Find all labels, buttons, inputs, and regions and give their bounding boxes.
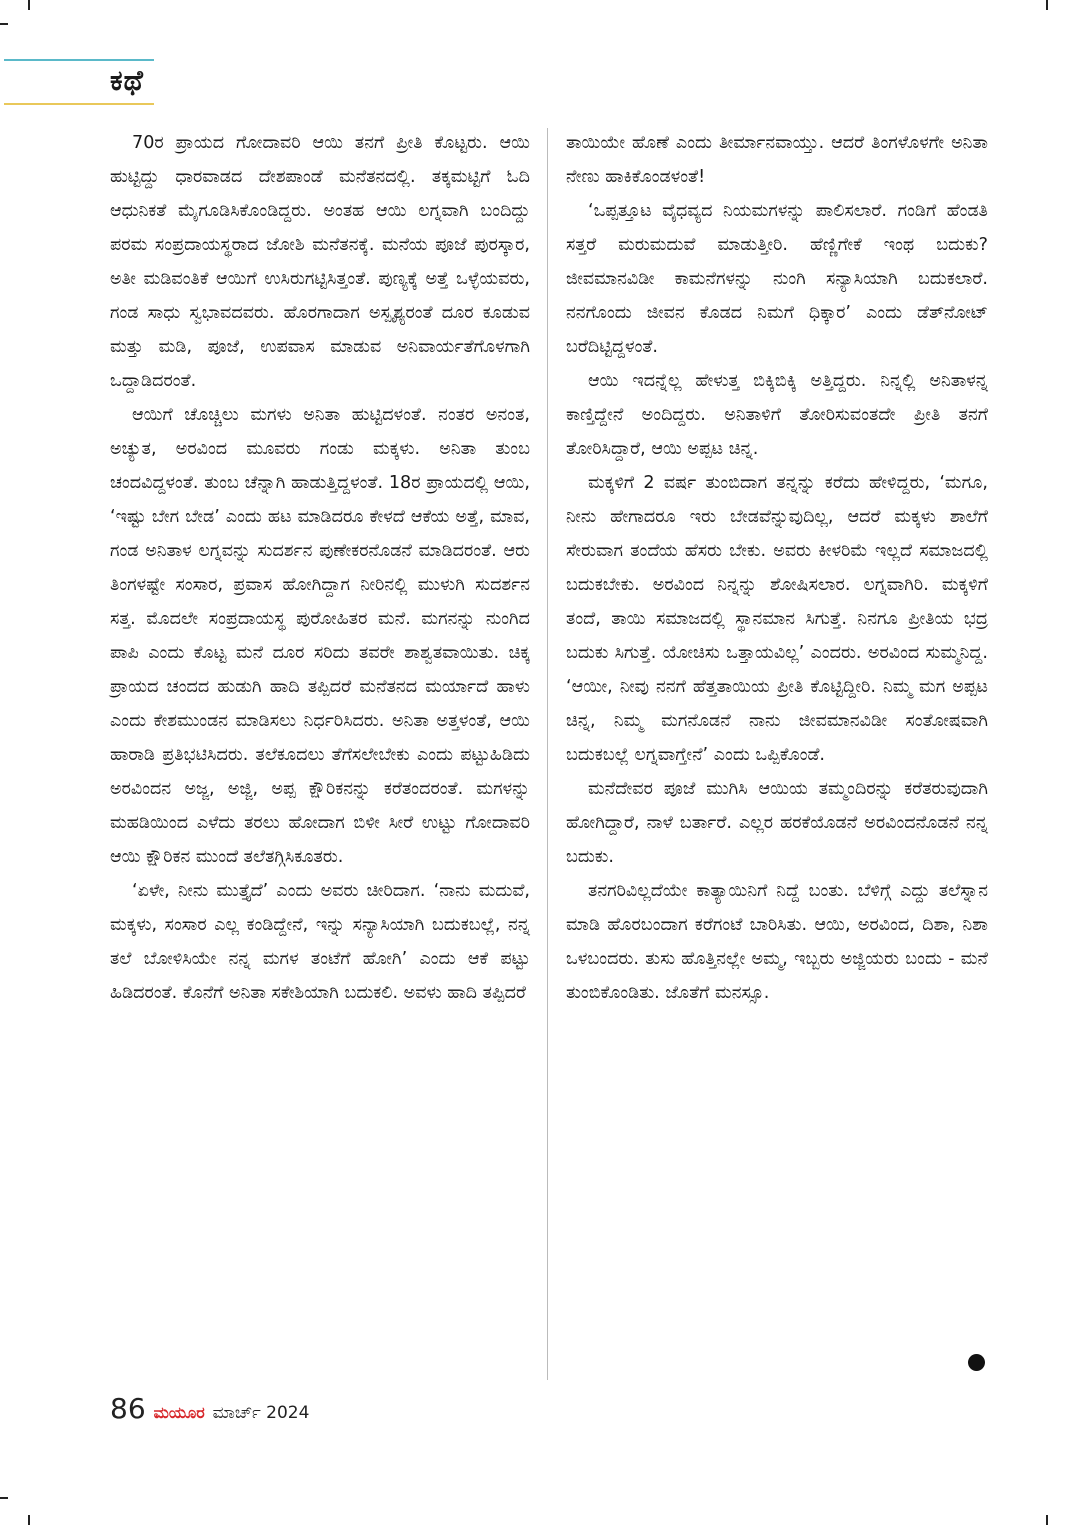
crop-mark [0,23,8,25]
crop-mark [28,0,30,10]
paragraph: 70ರ ಪ್ರಾಯದ ಗೋದಾವರಿ ಆಯಿ ತನಗೆ ಪ್ರೀತಿ ಕೊಟ್ಟರು. ಆಯಿ ಹುಟ್ಟಿದ್ದು ಧಾರವಾಡದ ದೇಶಪಾಂಡೆ ಮನೆತನದಲ್ಲಿ. ತಕ್ಕಮಟ್ಟಿಗೆ ಓದಿ ಆಧುನಿಕತೆ ಮೈಗೂಡಿಸಿಕೊಂಡಿದ್ದರು. ಅಂತಹ ಆಯಿ ಲಗ್ನವಾಗಿ ಬಂದಿದ್ದು ಪರಮ ಸಂಪ್ರದಾಯಸ್ಥರಾದ ಜೋಶಿ ಮನೆತನಕ್ಕೆ. ಮನೆಯ ಪೂಜೆ ಪುರಸ್ಕಾರ, ಅತೀ ಮಡಿವಂತಿಕೆ ಆಯಿಗೆ ಉಸಿರುಗಟ್ಟಿಸಿತ್ತಂತೆ. ಪುಣ್ಯಕ್ಕೆ ಅತ್ತೆ ಒಳ್ಳೆಯವರು, ಗಂಡ ಸಾಧು ಸ್ವಭಾವದವರು. ಹೊರಗಾದಾಗ ಅಸ್ಪೃಶ್ಯರಂತೆ ದೂರ ಕೂಡುವ ಮತ್ತು ಮಡಿ, ಪೂಜೆ, ಉಪವಾಸ ಮಾಡುವ ಅನಿವಾರ್ಯತೆಗೊಳಗಾಗಿ ಒದ್ದಾಡಿದರಂತೆ. [110,133,530,391]
paragraph: ಮಕ್ಕಳಿಗೆ 2 ವರ್ಷ ತುಂಬಿದಾಗ ತನ್ನನ್ನು ಕರೆದು ಹೇಳಿದ್ದರು, ‘ಮಗೂ, ನೀನು ಹೇಗಾದರೂ ಇರು ಬೇಡವೆನ್ನುವುದಿಲ್ಲ, ಆದರೆ ಮಕ್ಕಳು ಶಾಲೆಗೆ ಸೇರುವಾಗ ತಂದೆಯ ಹೆಸರು ಬೇಕು. ಅವರು ಕೀಳರಿಮೆ ಇಲ್ಲದೆ ಸಮಾಜದಲ್ಲಿ ಬದುಕಬೇಕು. ಅರವಿಂದ ನಿನ್ನನ್ನು ಶೋಷಿಸಲಾರ. ಲಗ್ನವಾಗಿರಿ. ಮಕ್ಕಳಿಗೆ ತಂದೆ, ತಾಯಿ ಸಮಾಜದಲ್ಲಿ ಸ್ಥಾನಮಾನ ಸಿಗುತ್ತೆ. ನಿನಗೂ ಪ್ರೀತಿಯ ಭದ್ರ ಬದುಕು ಸಿಗುತ್ತೆ. ಯೋಚಿಸು ಒತ್ತಾಯವಿಲ್ಲ’ ಎಂದರು. ಅರವಿಂದ ಸುಮ್ಮನಿದ್ದ. ‘ಆಯೀ, ನೀವು ನನಗೆ ಹೆತ್ತತಾಯಿಯ ಪ್ರೀತಿ ಕೊಟ್ಟಿದ್ದೀರಿ. ನಿಮ್ಮ ಮಗ ಅಪ್ಪಟ ಚಿನ್ನ, ನಿಮ್ಮ ಮಗನೊಡನೆ ನಾನು ಜೀವಮಾನವಿಡೀ ಸಂತೋಷವಾಗಿ ಬದುಕಬಲ್ಲೆ ಲಗ್ನವಾಗ್ತೇನೆ’ ಎಂದು ಒಪ್ಪಿಕೊಂಡೆ. [566,473,988,765]
crop-mark [28,1515,30,1525]
end-of-story-dot [968,1354,985,1371]
article-left-column [110,126,530,1010]
paragraph: ತನಗರಿವಿಲ್ಲದೆಯೇ ಕಾತ್ಯಾಯಿನಿಗೆ ನಿದ್ದೆ ಬಂತು. ಬೆಳಿಗ್ಗೆ ಎದ್ದು ತಲೆಸ್ನಾನ ಮಾಡಿ ಹೊರಬಂದಾಗ ಕರೆಗಂಟೆ ಬಾರಿಸಿತು. ಆಯಿ, ಅರವಿಂದ, ದಿಶಾ, ನಿಶಾ ಒಳಬಂದರು. ತುಸು ಹೊತ್ತಿನಲ್ಲೇ ಅಮ್ಮ, ಇಬ್ಬರು ಅಜ್ಜಿಯರು ಬಂದು - ಮನೆ ತುಂಬಿಕೊಂಡಿತು. ಜೊತೆಗೆ ಮನಸ್ಸೂ. [566,881,988,1003]
section-title: ಕಥೆ [110,64,144,97]
section-rule-top [4,59,154,61]
paragraph: ‘ಏಳೇ, ನೀನು ಮುತ್ತೈದೆ’ ಎಂದು ಅವರು ಚೀರಿದಾಗ. ‘ನಾನು ಮದುವೆ, ಮಕ್ಕಳು, ಸಂಸಾರ ಎಲ್ಲ ಕಂಡಿದ್ದೇನೆ, ಇನ್ನು ಸನ್ಯಾಸಿಯಾಗಿ ಬದುಕಬಲ್ಲೆ, ನನ್ನ ತಲೆ ಬೋಳಿಸಿಯೇ ನನ್ನ ಮಗಳ ತಂಟೆಗೆ ಹೋಗಿ’ ಎಂದು ಆಕೆ ಪಟ್ಟು ಹಿಡಿದರಂತೆ. ಕೊನೆಗೆ ಅನಿತಾ ಸಕೇಶಿಯಾಗಿ ಬದುಕಲಿ. ಅವಳು ಹಾದಿ ತಪ್ಪಿದರೆ [110,881,530,1003]
page-footer [110,1392,309,1425]
magazine-logo: ಮಯೂರ [153,1403,205,1422]
section-rule-bottom [4,103,154,105]
paragraph: ‘ಒಪ್ಪತ್ತೂಟ ವೈಧವ್ಯದ ನಿಯಮಗಳನ್ನು ಪಾಲಿಸಲಾರೆ. ಗಂಡಿಗೆ ಹೆಂಡತಿ ಸತ್ತರೆ ಮರುಮದುವೆ ಮಾಡುತ್ತೀರಿ. ಹೆಣ್ಣಿಗೇಕೆ ಇಂಥ ಬದುಕು? ಜೀವಮಾನವಿಡೀ ಕಾಮನೆಗಳನ್ನು ನುಂಗಿ ಸನ್ಯಾಸಿಯಾಗಿ ಬದುಕಲಾರೆ. ನನಗೊಂದು ಜೀವನ ಕೊಡದ ನಿಮಗೆ ಧಿಕ್ಕಾರ’ ಎಂದು ಡೆತ್‌ನೋಟ್ ಬರೆದಿಟ್ಟಿದ್ದಳಂತೆ. [566,201,988,357]
paragraph: ಆಯಿಗೆ ಚೊಚ್ಚಿಲು ಮಗಳು ಅನಿತಾ ಹುಟ್ಟಿದಳಂತೆ. ನಂತರ ಅನಂತ, ಅಚ್ಯುತ, ಅರವಿಂದ ಮೂವರು ಗಂಡು ಮಕ್ಕಳು. ಅನಿತಾ ತುಂಬ ಚಂದವಿದ್ದಳಂತೆ. ತುಂಬ ಚೆನ್ನಾಗಿ ಹಾಡುತ್ತಿದ್ದಳಂತೆ. 18ರ ಪ್ರಾಯದಲ್ಲಿ ಆಯಿ, ‘ಇಷ್ಟು ಬೇಗ ಬೇಡ’ ಎಂದು ಹಟ ಮಾಡಿದರೂ ಕೇಳದೆ ಆಕೆಯ ಅತ್ತೆ, ಮಾವ, ಗಂಡ ಅನಿತಾಳ ಲಗ್ನವನ್ನು ಸುದರ್ಶನ ಪುಣೇಕರನೊಡನೆ ಮಾಡಿದರಂತೆ. ಆರು ತಿಂಗಳಷ್ಟೇ ಸಂಸಾರ, ಪ್ರವಾಸ ಹೋಗಿದ್ದಾಗ ನೀರಿನಲ್ಲಿ ಮುಳುಗಿ ಸುದರ್ಶನ ಸತ್ತ. ಮೊದಲೇ ಸಂಪ್ರದಾಯಸ್ಥ ಪುರೋಹಿತರ ಮನೆ. ಮಗನನ್ನು ನುಂಗಿದ ಪಾಪಿ ಎಂದು ಕೊಟ್ಟ ಮನೆ ದೂರ ಸರಿದು ತವರೇ ಶಾಶ್ವತವಾಯಿತು. ಚಿಕ್ಕ ಪ್ರಾಯದ ಚಂದದ ಹುಡುಗಿ ಹಾದಿ ತಪ್ಪಿದರೆ ಮನೆತನದ ಮರ್ಯಾದೆ ಹಾಳು ಎಂದು ಕೇಶಮುಂಡನ ಮಾಡಿಸಲು ನಿರ್ಧರಿಸಿದರು. ಅನಿತಾ ಅತ್ತಳಂತೆ, ಆಯಿ ಹಾರಾಡಿ ಪ್ರತಿಭಟಿಸಿದರು. ತಲೆಕೂದಲು ತೆಗೆಸಲೇಬೇಕು ಎಂದು ಪಟ್ಟುಹಿಡಿದು ಅರವಿಂದನ ಅಜ್ಜ, ಅಜ್ಜಿ, ಅಪ್ಪ ಕ್ಷೌರಿಕನನ್ನು ಕರೆತಂದರಂತೆ. ಮಗಳನ್ನು ಮಹಡಿಯಿಂದ ಎಳೆದು ತರಲು ಹೋದಾಗ ಬಿಳೀ ಸೀರೆ ಉಟ್ಟು ಗೋದಾವರಿ ಆಯಿ ಕ್ಷೌರಿಕನ ಮುಂದೆ ತಲೆತಗ್ಗಿಸಿಕೂತರು. [110,405,530,867]
crop-mark [1046,0,1048,10]
issue-date: ಮಾರ್ಚ್ 2024 [212,1403,310,1423]
paragraph: ಆಯಿ ಇದನ್ನೆಲ್ಲ ಹೇಳುತ್ತ ಬಿಕ್ಕಿಬಿಕ್ಕಿ ಅತ್ತಿದ್ದರು. ನಿನ್ನಲ್ಲಿ ಅನಿತಾಳನ್ನ ಕಾಣ್ತಿದ್ದೇನೆ ಅಂದಿದ್ದರು. ಅನಿತಾಳಿಗೆ ತೋರಿಸುವಂತದೇ ಪ್ರೀತಿ ತನಗೆ ತೋರಿಸಿದ್ದಾರೆ, ಆಯಿ ಅಪ್ಪಟ ಚಿನ್ನ. [566,371,988,459]
paragraph: ತಾಯಿಯೇ ಹೊಣೆ ಎಂದು ತೀರ್ಮಾನವಾಯ್ತು. ಆದರೆ ತಿಂಗಳೊಳಗೇ ಅನಿತಾ ನೇಣು ಹಾಕಿಕೊಂಡಳಂತೆ! [566,133,988,187]
paragraph: ಮನೆದೇವರ ಪೂಜೆ ಮುಗಿಸಿ ಆಯಿಯ ತಮ್ಮಂದಿರನ್ನು ಕರೆತರುವುದಾಗಿ ಹೋಗಿದ್ದಾರೆ, ನಾಳೆ ಬರ್ತಾರೆ. ಎಲ್ಲರ ಹರಕೆಯೊಡನೆ ಅರವಿಂದನೊಡನೆ ನನ್ನ ಬದುಕು. [566,779,988,867]
column-divider [547,128,548,1380]
article-right-column [566,126,988,1010]
page-number: 86 [110,1392,146,1425]
crop-mark [0,1497,8,1499]
crop-mark [1046,1515,1048,1525]
